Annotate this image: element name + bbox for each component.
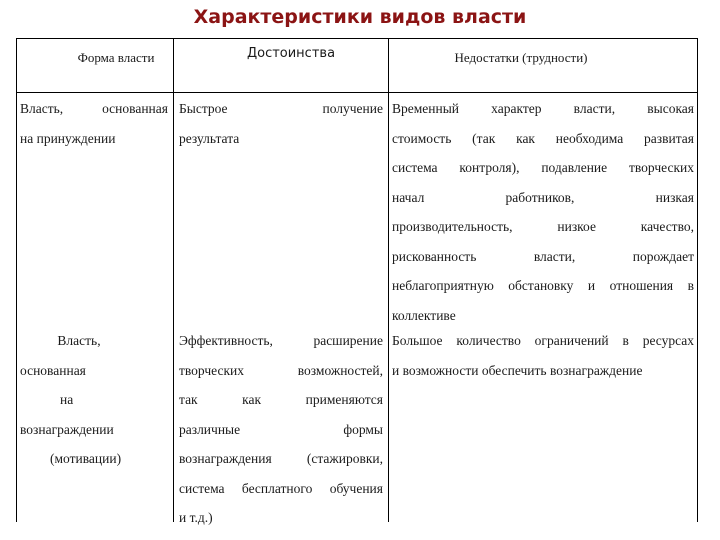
header-disadvantages: Недостатки (трудности) bbox=[454, 50, 588, 65]
row2-form bbox=[20, 326, 168, 474]
row2-disadvantages bbox=[392, 326, 694, 385]
row2-dis-line: и возможности обеспечить вознаграждение bbox=[392, 362, 643, 378]
row2-form-line: вознаграждении bbox=[20, 421, 114, 437]
table-top-border bbox=[16, 38, 698, 39]
row1-advantages bbox=[179, 94, 383, 153]
row1-dis-line: система контроля), подавление творческих bbox=[392, 160, 694, 175]
table-right-border bbox=[697, 38, 698, 522]
row2-adv-line: различные формы bbox=[179, 421, 383, 437]
row2-form-line: (мотивации) bbox=[50, 451, 122, 466]
row1-dis-line: начал работников, низкая bbox=[392, 189, 694, 205]
row2-dis-line: Большое количество ограничений в ресурсах bbox=[392, 333, 694, 348]
row1-dis-line: неблагоприятную обстановку и отношения в bbox=[392, 278, 694, 293]
row2-form-line: Власть, bbox=[57, 333, 101, 348]
row1-dis-line: рискованность власти, порождает bbox=[392, 248, 694, 264]
row2-adv-line: система бесплатного обучения bbox=[179, 480, 383, 496]
header-advantages: Достоинства bbox=[246, 46, 336, 61]
row1-dis-line: коллективе bbox=[392, 307, 456, 323]
row2-adv-line: вознаграждения (стажировки, bbox=[179, 451, 383, 466]
table-left-border bbox=[16, 38, 17, 522]
row2-advantages bbox=[179, 326, 383, 533]
column-divider-2 bbox=[388, 38, 389, 522]
page-title: Характеристики видов власти bbox=[193, 6, 527, 28]
row1-dis-line: производительность, низкое качество, bbox=[392, 219, 694, 234]
characteristics-table bbox=[16, 38, 698, 525]
row2-adv-line: творческих возможностей, bbox=[179, 362, 383, 378]
row1-form bbox=[20, 94, 168, 153]
row2-adv-line: так как применяются bbox=[179, 392, 383, 407]
row1-form-line: на принуждении bbox=[20, 130, 116, 146]
row1-disadvantages bbox=[392, 94, 694, 330]
row2-form-line: основанная bbox=[20, 362, 86, 378]
row1-dis-line: стоимость (так как необходима развитая bbox=[392, 130, 694, 146]
row2-adv-line: Эффективность, расширение bbox=[179, 333, 383, 348]
row1-adv-line: результата bbox=[179, 130, 240, 146]
header-bottom-border bbox=[16, 92, 698, 93]
row1-adv-line: Быстрое получение bbox=[179, 101, 383, 116]
row2-form-line: на bbox=[60, 392, 74, 407]
column-divider-1 bbox=[173, 38, 174, 522]
row1-dis-line: Временный характер власти, высокая bbox=[392, 101, 694, 116]
row2-adv-line: и т.д.) bbox=[179, 510, 213, 525]
header-form: Форма власти bbox=[77, 50, 155, 65]
row1-form-line: Власть, основанная bbox=[20, 101, 168, 116]
